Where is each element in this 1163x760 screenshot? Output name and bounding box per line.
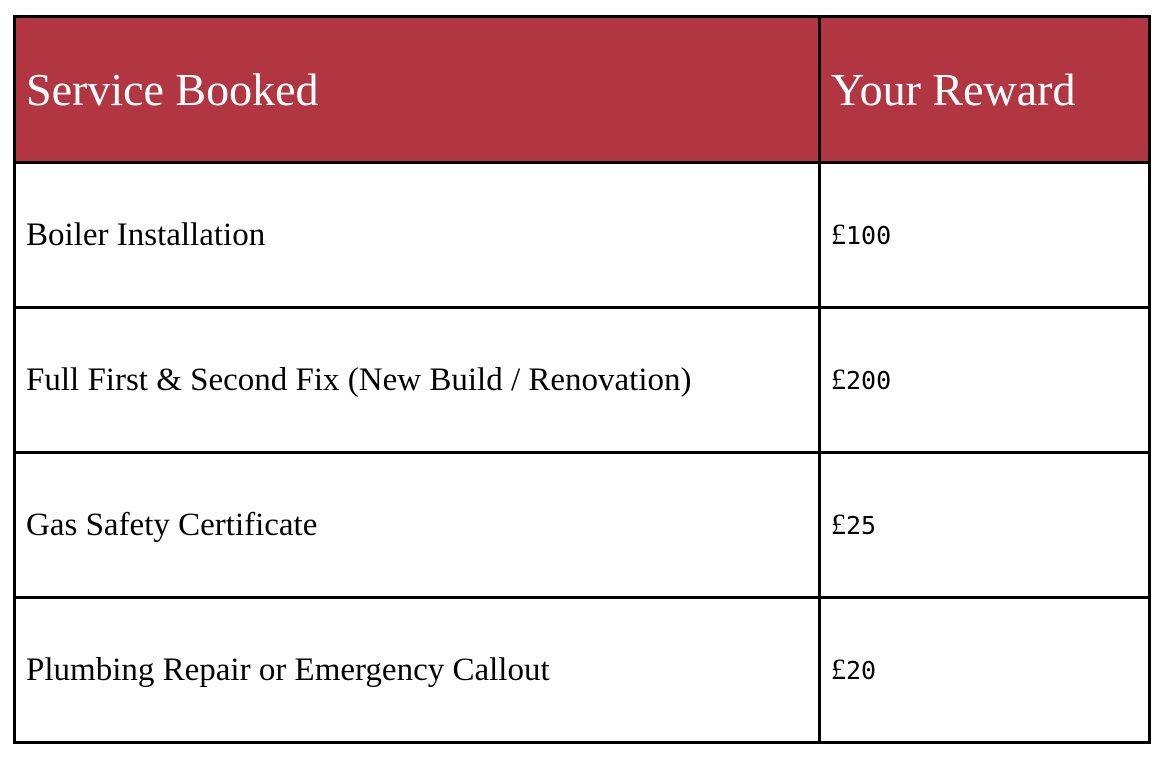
- currency-symbol: £: [831, 218, 846, 251]
- reward-cell: [820, 163, 1150, 308]
- currency-symbol: £: [831, 363, 846, 396]
- service-cell: Gas Safety Certificate: [15, 453, 820, 598]
- currency-symbol: £: [831, 653, 846, 686]
- reward-amount: 25: [846, 511, 877, 540]
- reward-amount: 100: [846, 221, 892, 250]
- currency-symbol: £: [831, 508, 846, 541]
- table-body: [15, 163, 1150, 743]
- service-cell: Full First & Second Fix (New Build / Renovation): [15, 308, 820, 453]
- rewards-table: [13, 15, 1151, 744]
- reward-amount: 200: [846, 366, 892, 395]
- service-cell: Plumbing Repair or Emergency Callout: [15, 598, 820, 743]
- service-cell: Boiler Installation: [15, 163, 820, 308]
- table-row: [15, 598, 1150, 743]
- reward-cell: [820, 308, 1150, 453]
- reward-amount: 20: [846, 656, 877, 685]
- header-service-booked: Service Booked: [15, 17, 820, 163]
- reward-cell: [820, 598, 1150, 743]
- header-your-reward: Your Reward: [820, 17, 1150, 163]
- table-row: [15, 308, 1150, 453]
- table-header: [15, 17, 1150, 163]
- reward-cell: [820, 453, 1150, 598]
- table-row: [15, 453, 1150, 598]
- header-row: [15, 17, 1150, 163]
- table-row: [15, 163, 1150, 308]
